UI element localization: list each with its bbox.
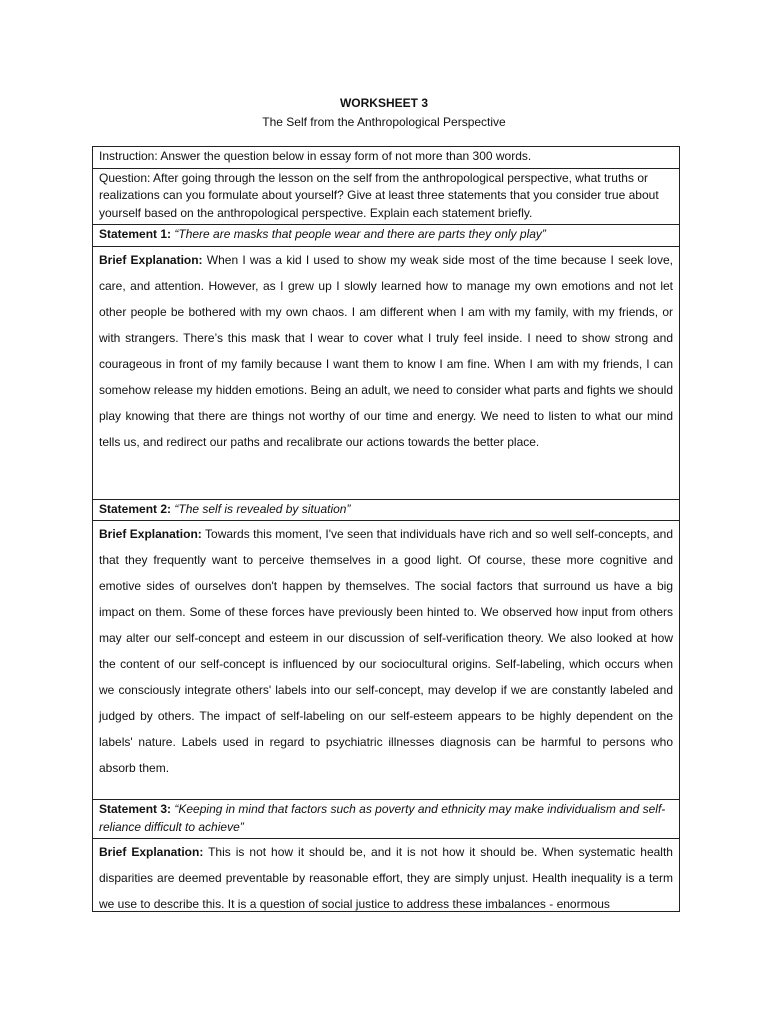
explanation-2-row [93,521,679,800]
statement-1-row [93,225,679,247]
explanation-2-text: Towards this moment, I've seen that individuals have rich and so well self-concepts, and that they frequently want to perceive themselves in a good light. Of course, these more cognitive and emotive sides of ourselves don't happen by themselves. The social factors that surround us have a big impact on them. Some of these forces have previously been hinted to. We observed how input from others may alter our self-concept and esteem in our discussion of self-verification theory. We also looked at how the content of our self-concept is influenced by our sociocultural origins. Self-labeling, which occurs when we consciously integrate others' labels into our self-concept, may develop if we are constantly labeled and judged by others. The impact of self-labeling on our self-esteem appears to be highly dependent on the labels' nature. Labels used in regard to psychiatric illnesses diagnosis can be harmful to persons who absorb them. [99,527,673,775]
explanation-1-text: When I was a kid I used to show my weak side most of the time because I seek love, care, and attention. However, as I grew up I slowly learned how to manage my own emotions and not let other people be bothered with my own chaos. I am different when I am with my family, with my friends, or with strangers. There’s this mask that I wear to cover what I truly feel inside. I need to show strong and courageous in front of my family because I want them to know I am fine. When I am with my friends, I can somehow release my hidden emotions. Being an adult, we need to consider what parts and fights we should play knowing that there are things not worthy of our time and energy. We need to listen to what our mind tells us, and redirect our paths and recalibrate our actions towards the better place. [99,252,673,449]
explanation-3-text: This is not how it should be, and it is not how it should be. When systematic health disparities are deemed preventable by reasonable effort, they are simply unjust. Health inequality is a term we use to describe this. It is a question of social justice to address these imbalances - enormous [99,845,673,911]
statement-1-text: “There are masks that people wear and there are parts they only play” [174,227,546,241]
statement-3-label: Statement 3: [99,802,172,816]
statement-1-label: Statement 1: [99,227,172,241]
explanation-3-label: Brief Explanation: [99,845,204,859]
title-block [0,94,768,132]
statement-2-row [93,500,679,522]
explanation-2-label: Brief Explanation: [99,527,202,541]
statement-2-label: Statement 2: [99,501,172,516]
statement-3-text: “Keeping in mind that factors such as poverty and ethnicity may make individualism and self-reliance difficult to achieve” [99,802,666,834]
explanation-1-label: Brief Explanation: [99,252,203,267]
statement-2-text: “The self is revealed by situation” [174,501,351,516]
explanation-3-row [93,839,679,912]
worksheet-title: WORKSHEET 3 [339,96,428,110]
worksheet-table [92,146,680,912]
worksheet-subtitle: The Self from the Anthropological Perspective [262,115,506,129]
question-row: Question: After going through the lesson on the self from the anthropological perspective, what truths or realizations can you formulate about yourself? Give at least three statements that you consider true about yourself based on the anthropological perspective. Explain each statement briefly. [93,169,679,226]
explanation-1-row [93,247,679,500]
instruction-row: Instruction: Answer the question below in essay form of not more than 300 words. [93,147,679,169]
statement-3-row [93,800,679,839]
